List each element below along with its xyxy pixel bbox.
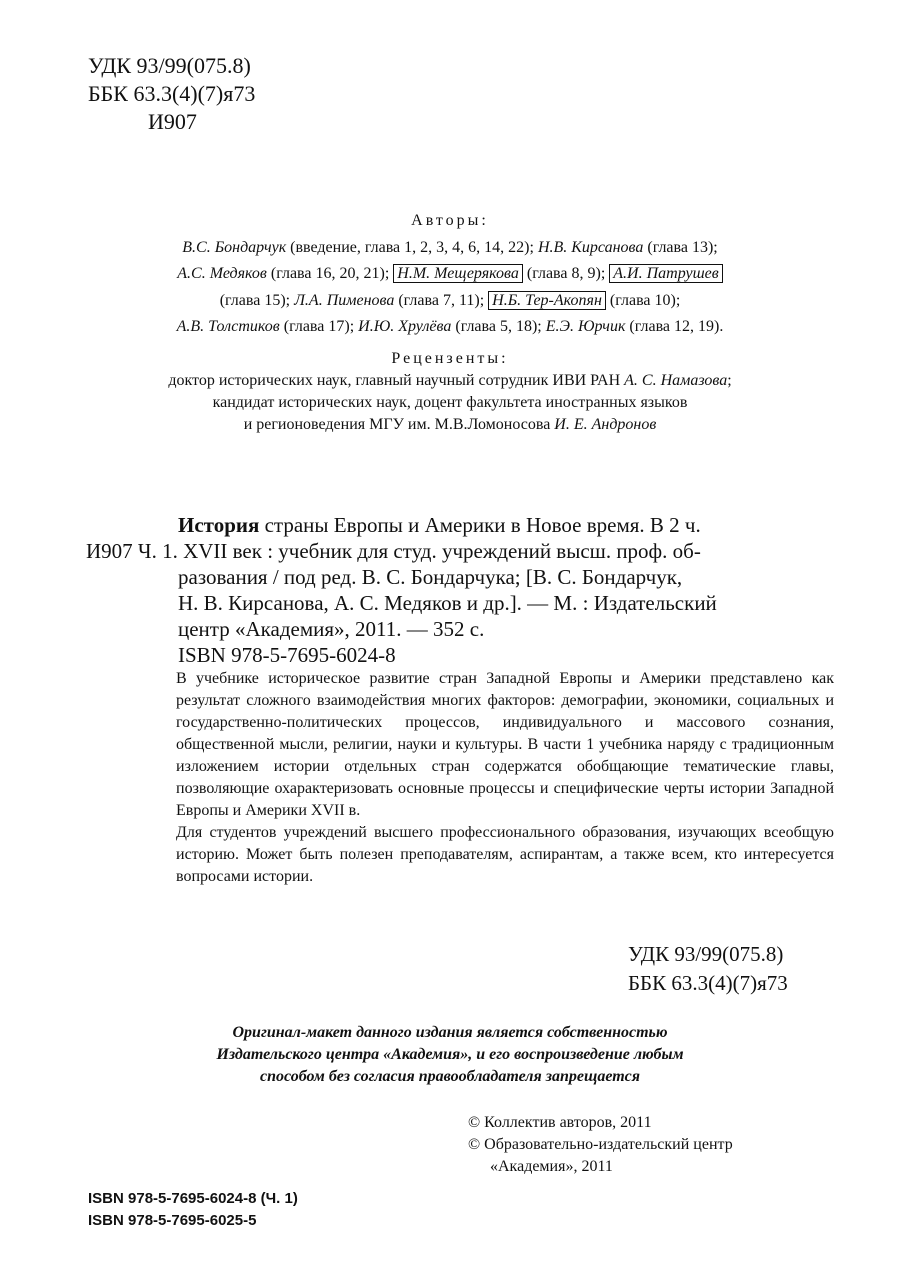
authors-line-2 — [40, 261, 860, 288]
annotation-paragraph-2: Для студентов учреждений высшего профессионального образования, изучающих всеобщую историю. Может быть полезен преподавателям, аспирантам, а также всем, кто интересуется вопросами истории. — [176, 824, 834, 885]
annotation-paragraph-1: В учебнике историческое развитие стран Западной Европы и Америки представлено как результат сложного взаимодействия многих факторов: демографии, экономики, социальных и государственно-политических процессов, индивидуального и массового сознания, общественной мысли, религии, науки и культуры. В части 1 учебника наряду с традиционным изложением истории отдельных стран содержатся обобщающие тематические главы, позволяющие охарактеризовать основные процессы и специфические черты истории Западной Европы и Америки XVII в. — [176, 670, 834, 819]
author-chapters: (глава 5, 18); — [451, 318, 546, 335]
biblio-line-4: Н. В. Кирсанова, А. С. Медяков и др.]. — М. : Издательский — [178, 591, 717, 615]
bbk-code: ББК 63.3(4)(7)я73 — [628, 971, 788, 995]
copyright-line: «Академия», 2011 — [490, 1158, 613, 1175]
biblio-line-5: центр «Академия», 2011. — 352 с. — [178, 617, 485, 641]
udk-block-top — [88, 52, 255, 136]
udk-block-bottom — [628, 940, 788, 998]
author-chapters: (глава 13); — [643, 238, 718, 256]
biblio-text: Ч. 1. XVII век : учебник для студ. учреждений высш. проф. об- — [132, 539, 701, 563]
isbn-block — [88, 1188, 298, 1232]
author-chapters: (введение, глава 1, 2, 3, 4, 6, 14, 22); — [286, 238, 538, 256]
author-chapters: (глава 10); — [605, 291, 681, 309]
biblio-text: страны Европы и Америки в Новое время. В 2 ч. — [259, 513, 701, 537]
authors-line-1 — [40, 235, 860, 262]
isbn-line: ISBN 978-5-7695-6025-5 — [88, 1212, 257, 1229]
author-chapters: (глава 8, 9); — [522, 265, 610, 282]
author-name: В.С. Бондарчук — [182, 238, 287, 256]
biblio-line-1 — [86, 512, 834, 538]
annotation — [176, 668, 834, 888]
biblio-line-2 — [86, 538, 834, 564]
author-chapters: (глава 17); — [279, 318, 359, 335]
reviewers-heading: Рецензенты: — [391, 350, 509, 367]
isbn-line: ISBN 978-5-7695-6024-8 (Ч. 1) — [88, 1190, 298, 1207]
reviewer-2-line-1: кандидат исторических наук, доцент факультета иностранных языков — [212, 394, 688, 411]
author-name-boxed: А.И. Патрушев — [609, 264, 722, 283]
notice-line: способом без согласия правообладателя запрещается — [259, 1068, 640, 1085]
author-chapters: (глава 15); — [219, 291, 295, 309]
udk-code: УДК 93/99(075.8) — [88, 53, 251, 78]
author-chapters: (глава 16, 20, 21); — [266, 265, 394, 282]
biblio-line-3: разования / под ред. В. С. Бондарчука; [В. С. Бондарчук, — [178, 565, 683, 589]
author-name-boxed: Н.Б. Тер-Акопян — [488, 291, 606, 310]
author-name: А.В. Толстиков — [176, 318, 280, 335]
reviewer-name: И. Е. Андронов — [554, 416, 657, 433]
notice-line: Издательского центра «Академия», и его воспроизведение любым — [216, 1046, 684, 1063]
bibliographic-record — [86, 512, 834, 668]
reviewer-1 — [40, 370, 860, 392]
author-chapters: (глава 7, 11); — [394, 291, 489, 309]
reviewer-2-line-2 — [40, 414, 860, 436]
udk-code: УДК 93/99(075.8) — [628, 942, 784, 966]
author-index: И907 — [148, 109, 197, 134]
author-name: И.Ю. Хрулёва — [358, 318, 452, 335]
copyright-line: © Коллектив авторов, 2011 — [468, 1114, 652, 1131]
author-chapters: (глава 12, 19). — [625, 318, 724, 335]
author-name-boxed: Н.М. Мещерякова — [393, 264, 523, 283]
reviewer-name: А. С. Намазова — [624, 372, 728, 389]
authors-heading: Авторы: — [411, 212, 489, 229]
reviewer-title: и регионоведения МГУ им. М.В.Ломоносова — [243, 416, 555, 433]
copyright-notice — [40, 1022, 860, 1088]
biblio-isbn: ISBN 978-5-7695-6024-8 — [178, 643, 396, 667]
authors-line-3 — [40, 288, 860, 315]
copyright-line: © Образовательно-издательский центр — [468, 1136, 733, 1153]
bbk-code: ББК 63.3(4)(7)я73 — [88, 81, 256, 106]
author-name: Е.Э. Юрчик — [545, 318, 626, 335]
author-name: Л.А. Пименова — [294, 291, 395, 309]
notice-line: Оригинал-макет данного издания является собственностью — [232, 1024, 668, 1041]
reviewer-title: доктор исторических наук, главный научный сотрудник ИВИ РАН — [168, 372, 625, 389]
biblio-title: История — [178, 513, 260, 537]
authors-line-4 — [40, 314, 860, 341]
reviewers-block — [40, 348, 860, 436]
author-name: Н.В. Кирсанова — [537, 238, 644, 256]
copyright-block — [468, 1112, 733, 1178]
biblio-index: И907 — [86, 539, 133, 563]
authors-block — [40, 208, 860, 341]
author-name: А.С. Медяков — [177, 265, 267, 282]
punctuation: ; — [727, 372, 732, 389]
